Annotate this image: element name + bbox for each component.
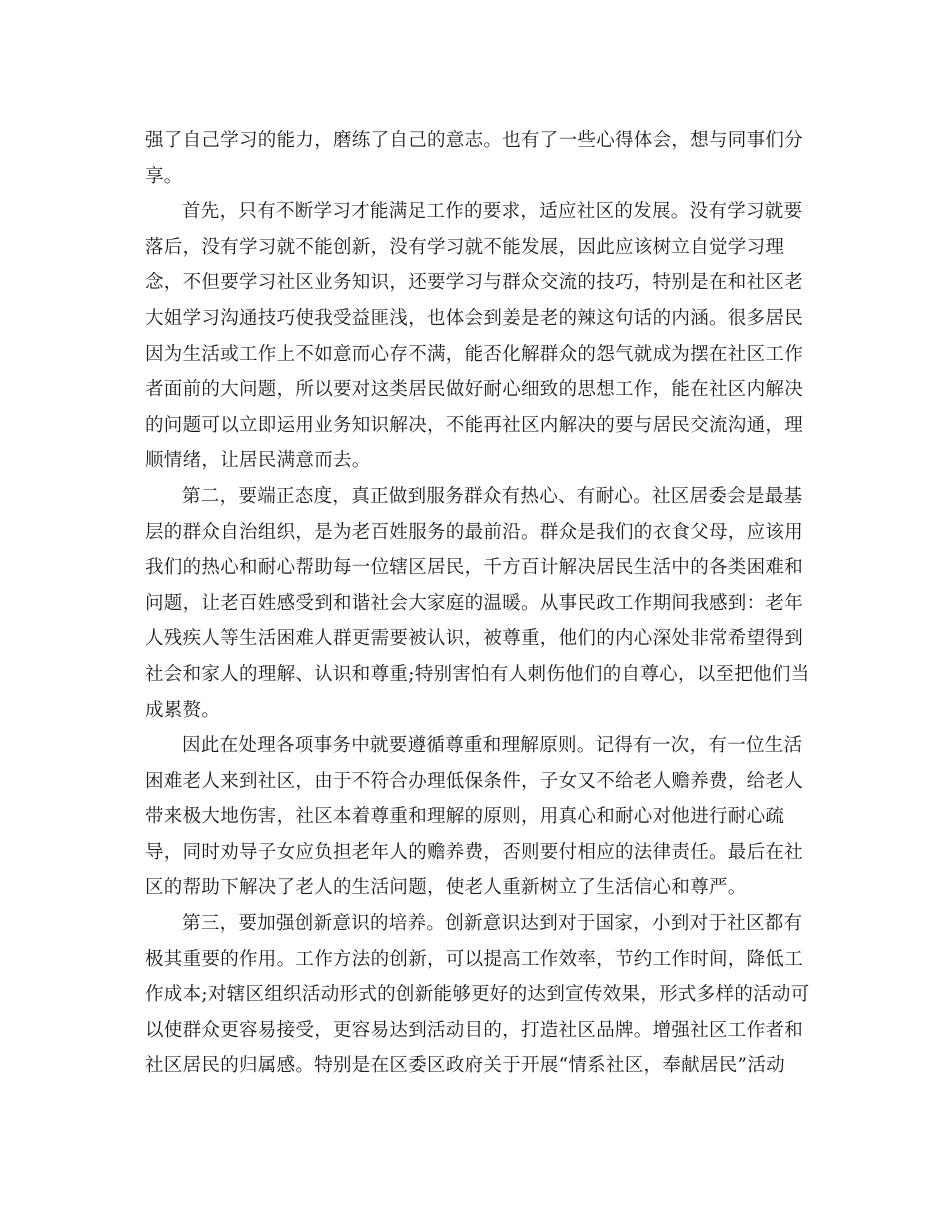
paragraph-3: 第二，要端正态度，真正做到服务群众有热心、有耐心。社区居委会是最基层的群众自治组织，是为老百姓服务的最前沿。群众是我们的衣食父母，应该用我们的热心和耐心帮助每一位辖区居民，千方百计解决居民生活中的各类困难和问题，让老百姓感受到和谐社会大家庭的温暖。从事民政工作期间我感到：老年人残疾人等生活困难人群更需要被认识，被尊重，他们的内心深处非常希望得到社会和家人的理解、认识和尊重;特别害怕有人刺伤他们的自尊心，以至把他们当成累赘。	[145, 485, 810, 721]
document-body	[145, 123, 810, 1084]
paragraph-5: 第三，要加强创新意识的培养。创新意识达到对于国家，小到对于社区都有极其重要的作用。工作方法的创新，可以提高工作效率，节约工作时间，降低工作成本;对辖区组织活动形式的创新能够更好的达到宣传效果，形式多样的活动可以使群众更容易接受，更容易达到活动目的，打造社区品牌。增强社区工作者和社区居民的归属感。特别是在区委区政府关于开展“情系社区，奉献居民”活动	[145, 913, 810, 1077]
paragraph-1: 强了自己学习的能力，磨练了自己的意志。也有了一些心得体会，想与同事们分享。	[145, 130, 804, 187]
paragraph-4: 因此在处理各项事务中就要遵循尊重和理解原则。记得有一次，有一位生活困难老人来到社区，由于不符合办理低保条件，子女又不给老人赡养费，给老人带来极大地伤害，社区本着尊重和理解的原则，用真心和耐心对他进行耐心疏导，同时劝导子女应负担老年人的赡养费，否则要付相应的法律责任。最后在社区的帮助下解决了老人的生活问题，使老人重新树立了生活信心和尊严。	[145, 735, 804, 899]
paragraph-2: 首先，只有不断学习才能满足工作的要求，适应社区的发展。没有学习就要落后，没有学习就不能创新，没有学习就不能发展，因此应该树立自觉学习理念，不但要学习社区业务知识，还要学习与群众交流的技巧，特别是在和社区老大姐学习沟通技巧使我受益匪浅，也体会到姜是老的辣这句话的内涵。很多居民因为生活或工作上不如意而心存不满，能否化解群众的怨气就成为摆在社区工作者面前的大问题，所以要对这类居民做好耐心细致的思想工作，能在社区内解决的问题可以立即运用业务知识解决，不能再社区内解决的要与居民交流沟通，理顺情绪，让居民满意而去。	[145, 201, 804, 472]
